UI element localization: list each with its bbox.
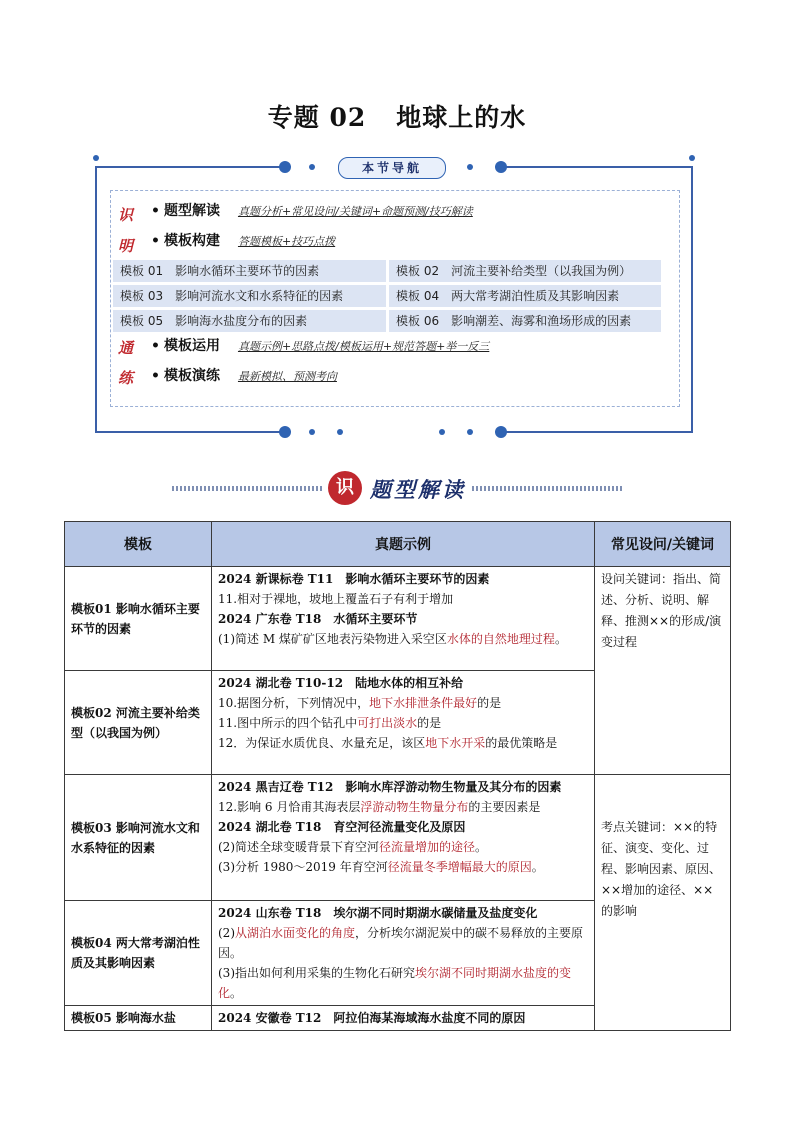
rail-dot-small	[439, 429, 445, 435]
question-text: 的是	[417, 716, 442, 730]
question-line	[218, 797, 588, 817]
question-line	[218, 733, 588, 753]
rail-dot	[279, 161, 291, 173]
nav-row-head: 模板运用	[163, 338, 220, 354]
nav-row-template-build[interactable]	[151, 230, 335, 250]
question-text: (3)指出如何利用采集的生物化石研究	[218, 966, 415, 980]
examples-cell	[212, 775, 595, 901]
rail-dot	[279, 426, 291, 438]
section-navigation	[95, 157, 693, 434]
rail-dot-small	[309, 164, 315, 170]
question-line	[218, 837, 588, 857]
title-part2: 地球上的水	[396, 103, 527, 132]
bullet-icon: •	[151, 338, 160, 354]
question-text: 10.据图分析，下列情况中，	[218, 696, 370, 710]
nav-row-head: 模板演练	[163, 368, 220, 384]
examples-cell	[212, 901, 595, 1006]
rail-dot-small	[337, 429, 343, 435]
highlight-text: 埃尔湖不同时期湖水盐度的变化	[218, 966, 572, 1000]
question-line	[218, 693, 588, 713]
nav-row-head: 模板构建	[163, 233, 220, 249]
question-line	[218, 923, 588, 963]
side-char: 通	[118, 339, 134, 357]
highlight-text: 水体的自然地理过程	[446, 632, 555, 646]
top-right-rail	[503, 166, 693, 168]
highlight-text: 浮游动物生物量分布	[360, 800, 469, 814]
question-text: (2)	[218, 926, 235, 940]
bullet-icon: •	[151, 368, 160, 384]
banner-left-line	[172, 486, 322, 491]
exam-source: 2024 新课标卷 T11 影响水循环主要环节的因素	[218, 572, 490, 586]
col-header-keywords: 常见设问/关键词	[595, 522, 731, 567]
template-link-03[interactable]: 模板 03 影响河流水文和水系特征的因素	[113, 285, 386, 307]
top-left-rail	[95, 166, 285, 168]
highlight-text: 径流量增加的途径	[379, 840, 476, 854]
exam-source: 2024 黑吉辽卷 T12 影响水库浮游动物生物量及其分布的因素	[218, 780, 562, 794]
template-link-02[interactable]: 模板 02 河流主要补给类型（以我国为例）	[389, 260, 661, 282]
banner-right-line	[472, 486, 622, 491]
nav-row-template-apply[interactable]	[151, 335, 489, 355]
examples-cell	[212, 671, 595, 775]
question-text: (3)分析 1980～2019 年育空河	[218, 860, 388, 874]
side-char: 练	[118, 369, 134, 387]
bullet-icon: •	[151, 203, 160, 219]
table-row	[65, 567, 731, 671]
topic-keywords-cell: 考点关键词：××的特征、演变、变化、过程、影响因素、原因、××增加的途径、××的影响	[595, 775, 731, 1031]
question-line	[218, 629, 588, 649]
nav-row-desc: 答题模板+技巧点拨	[237, 235, 336, 248]
question-line	[218, 713, 588, 733]
nav-row-desc: 最新模拟、预测考向	[237, 370, 337, 383]
bottom-right-rail	[503, 431, 693, 433]
nav-row-template-practice[interactable]	[151, 365, 337, 385]
question-text: (2)简述全球变暖背景下育空河	[218, 840, 379, 854]
template-link-01[interactable]: 模板 01 影响水循环主要环节的因素	[113, 260, 386, 282]
banner-title: 题型解读	[370, 477, 466, 502]
exam-source: 2024 广东卷 T18 水循环主要环节	[218, 612, 418, 626]
highlight-text: 地下水开采	[425, 736, 486, 750]
question-text: 12.影响 6 月恰甫其海表层	[218, 800, 361, 814]
col-header-examples: 真题示例	[212, 522, 595, 567]
nav-row-head: 题型解读	[163, 203, 220, 219]
question-text: 的主要因素是	[468, 800, 541, 814]
highlight-text: 径流量冬季增幅最大的原因	[387, 860, 532, 874]
highlight-text: 从湖泊水面变化的角度	[235, 926, 356, 940]
right-rail	[691, 166, 693, 432]
question-line	[218, 963, 588, 1003]
left-rail	[95, 166, 97, 432]
bottom-left-rail	[95, 431, 285, 433]
table-header-row	[65, 522, 731, 567]
corner-dot	[93, 155, 99, 161]
template-cell: 模板03 影响河流水文和水系特征的因素	[65, 775, 212, 901]
table-row	[65, 775, 731, 901]
exam-source: 2024 湖北卷 T10-12 陆地水体的相互补给	[218, 676, 464, 690]
template-link-06[interactable]: 模板 06 影响潮差、海雾和渔场形成的因素	[389, 310, 661, 332]
bullet-icon: •	[151, 233, 160, 249]
nav-row-desc: 真题分析+常见设问/关键词+命题预测/技巧解读	[237, 205, 473, 218]
template-link-05[interactable]: 模板 05 影响海水盐度分布的因素	[113, 310, 386, 332]
examples-cell	[212, 567, 595, 671]
template-cell: 模板02 河流主要补给类型（以我国为例）	[65, 671, 212, 775]
nav-badge: 本节导航	[338, 157, 446, 179]
template-cell: 模板05 影响海水盐	[65, 1006, 212, 1031]
rail-dot	[495, 161, 507, 173]
rail-dot-small	[467, 164, 473, 170]
question-text: 的是	[477, 696, 502, 710]
rail-dot	[495, 426, 507, 438]
template-link-04[interactable]: 模板 04 两大常考湖泊性质及其影响因素	[389, 285, 661, 307]
nav-row-desc: 真题示例+思路点拨/模板运用+规范答题+举一反三	[237, 340, 490, 353]
question-text: 。	[230, 986, 243, 1000]
section-banner	[0, 468, 794, 508]
question-text: 11.图中所示的四个钻孔中	[218, 716, 358, 730]
question-line: 11.相对于裸地，坡地上覆盖石子有利于增加	[218, 592, 454, 606]
exam-source: 2024 安徽卷 T12 阿拉伯海某海域海水盐度不同的原因	[218, 1011, 526, 1025]
question-text: ，分析埃尔湖泥炭中的碳不易释放的主要原因。	[218, 926, 584, 960]
examples-cell	[212, 1006, 595, 1031]
col-header-template: 模板	[65, 522, 212, 567]
template-table	[64, 521, 731, 1031]
rail-dot-small	[467, 429, 473, 435]
question-text: 12．为保证水质优良、水量充足，该区	[218, 736, 426, 750]
highlight-text: 地下水排泄条件最好	[369, 696, 478, 710]
page-title	[0, 98, 794, 134]
question-text: 的最优策略是	[485, 736, 558, 750]
seal-icon: 识	[328, 471, 362, 505]
question-keywords-cell: 设问关键词：指出、简述、分析、说明、解释、推测××的形成/演变过程	[595, 567, 731, 775]
question-text: 。	[554, 632, 567, 646]
nav-content	[110, 190, 680, 407]
title-part1: 专题 02	[267, 103, 367, 132]
exam-source: 2024 湖北卷 T18 育空河径流量变化及原因	[218, 820, 466, 834]
highlight-text: 可打出淡水	[357, 716, 418, 730]
rail-dot-small	[309, 429, 315, 435]
exam-source: 2024 山东卷 T18 埃尔湖不同时期湖水碳储量及盐度变化	[218, 906, 538, 920]
template-cell: 模板01 影响水循环主要环节的因素	[65, 567, 212, 671]
question-text: 。	[531, 860, 544, 874]
template-cell: 模板04 两大常考湖泊性质及其影响因素	[65, 901, 212, 1006]
side-char: 明	[118, 237, 134, 255]
question-text: 。	[475, 840, 488, 854]
question-text: (1)简述 M 煤矿矿区地表污染物进入采空区	[218, 632, 447, 646]
corner-dot	[689, 155, 695, 161]
nav-row-type-interpretation[interactable]	[151, 200, 473, 220]
question-line	[218, 857, 588, 877]
side-char: 识	[118, 206, 134, 224]
